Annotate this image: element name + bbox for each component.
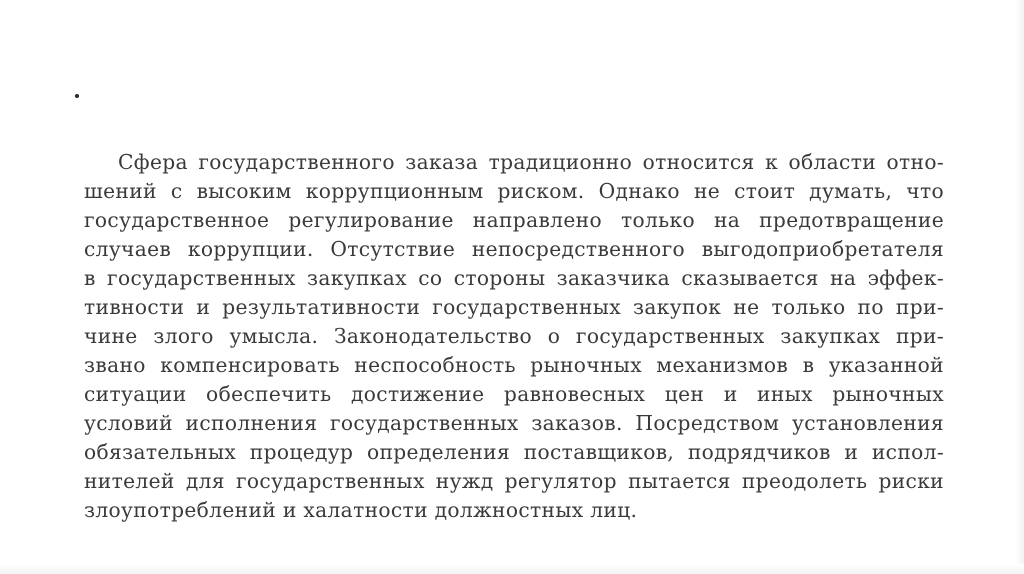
paragraph-line: Сфера государственного заказа традиционно относится к области отно- — [118, 150, 944, 174]
slide-edge-shadow-bottom — [0, 564, 1024, 574]
paragraph-line: ситуации обеспечить достижение равновесных цен и иных рыночных — [84, 382, 944, 406]
paragraph-line: нителей для государственных нужд регулятор пытается преодолеть риски — [84, 469, 944, 493]
paragraph-line: обязательных процедур определения поставщиков, подрядчиков и испол- — [84, 440, 944, 464]
paragraph-line: злоупотреблений и халатности должностных лиц. — [84, 498, 638, 522]
paragraph — [84, 148, 944, 525]
paragraph-line: государственное регулирование направлено только на предотвращение — [84, 208, 944, 232]
bullet-dot — [75, 94, 79, 98]
paragraph-line: в государственных закупках со стороны заказчика сказывается на эффек- — [84, 266, 944, 290]
paragraph-line: случаев коррупции. Отсутствие непосредственного выгодоприобретателя — [84, 237, 944, 261]
paragraph-line: шений с высоким коррупционным риском. Однако не стоит думать, что — [84, 179, 944, 203]
paragraph-line: тивности и результативности государственных закупок не только по при- — [84, 295, 944, 319]
paragraph-line: условий исполнения государственных заказов. Посредством установления — [84, 411, 944, 435]
paragraph-line: чине злого умысла. Законодательство о государственных закупках при- — [84, 324, 944, 348]
slide-edge-shadow-right — [1016, 0, 1024, 574]
paragraph-line: звано компенсировать неспособность рыночных механизмов в указанной — [84, 353, 944, 377]
